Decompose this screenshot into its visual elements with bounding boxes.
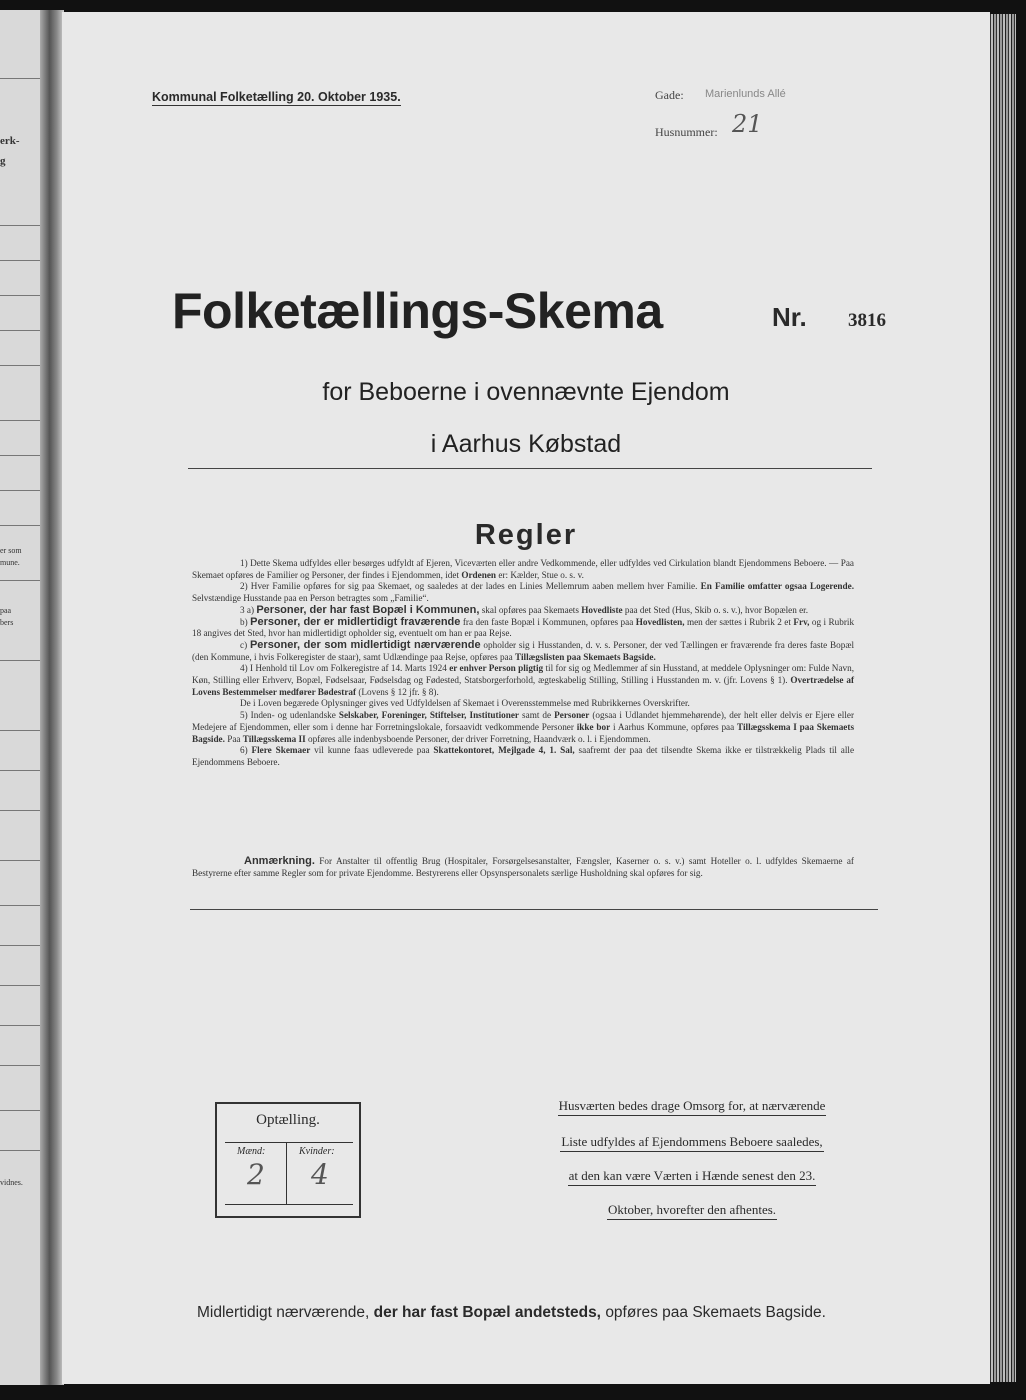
census-header: Kommunal Folketælling 20. Oktober 1935. xyxy=(152,90,401,104)
page-edges xyxy=(988,14,1016,1382)
rules-heading: Regler xyxy=(474,519,578,551)
street-label: Gade: xyxy=(655,88,684,102)
left-fragment: g xyxy=(0,155,6,167)
women-label: Kvinder: xyxy=(299,1146,335,1157)
divider xyxy=(188,468,872,469)
subtitle-line-2: i Aarhus Købstad xyxy=(430,430,622,458)
rules-text xyxy=(192,558,854,769)
house-number-label: Husnummer: xyxy=(655,125,718,139)
men-count: 2 xyxy=(247,1158,265,1191)
notice-line-2: Liste udfyldes af Ejendommens Beboere saaledes, xyxy=(512,1134,872,1150)
left-fragment: erk- xyxy=(0,135,20,147)
notice-line-4: Oktober, hvorefter den afhentes. xyxy=(512,1202,872,1218)
subtitle-line-1: for Beboerne i ovennævnte Ejendom xyxy=(322,378,730,406)
house-number-value: 21 xyxy=(732,110,763,138)
notice-line-1: Husværten bedes drage Omsorg for, at nærværende xyxy=(512,1098,872,1114)
count-box-title: Optælling. xyxy=(256,1112,320,1128)
divider xyxy=(190,909,878,910)
book-gutter xyxy=(40,10,64,1385)
rule-3a: 3 a) Personer, der har fast Bopæl i Kommunen, skal opføres paa Skemaets Hovedliste paa det Sted (Hus, Skib o. s. v.), hvor Bopælen er. xyxy=(240,603,809,616)
form-number: 3816 xyxy=(848,310,886,331)
rule-1: 1) Dette Skema udfyldes eller besørges udfyldt af Ejeren, Viceværten eller andre Vedkommende, eller udfyldes ved Cirkulation blandt Ejendommens Beboere. — Paa Skemaet opføres de Familier og Personer, der findes i Ejendommen, idet Ordenen er: Kælder, Stue o. s. v. xyxy=(192,558,854,580)
rule-4b: De i Loven begærede Oplysninger gives ved Udfyldelsen af Skemaet i Overensstemmelse med Rubrikkernes Overskrifter. xyxy=(240,698,690,709)
number-label: Nr. xyxy=(772,302,807,332)
rule-2: 2) Hver Familie opføres for sig paa Skemaet, og saaledes at der lades en Linies Mellemrum aaben mellem hver Familie. En Familie omfatter ogsaa Logerende. Selvstændige Husstande paa en Person betragtes som „Familie“. xyxy=(192,581,854,604)
form-title: Folketællings-Skema xyxy=(172,283,663,339)
footer-note: Midlertidigt nærværende, der har fast Bopæl andetsteds, opføres paa Skemaets Bagside. xyxy=(197,1304,826,1321)
annotation-note xyxy=(192,855,854,879)
left-fragment: er som xyxy=(0,546,22,555)
notice-line-3: at den kan være Værten i Hænde senest den 23. xyxy=(512,1168,872,1184)
men-label: Mænd: xyxy=(237,1146,266,1157)
women-count: 4 xyxy=(311,1158,329,1191)
rule-3c: c) Personer, der som midlertidigt nærværende opholder sig i Husstanden, d. v. s. Personer, der ved Tællingen er fraværende fra deres faste Bopæl (den Kommune, i hvis Folkeregister de staar), samt Udlændinge paa Rejse, opføres paa Tillægslisten paa Skemaets Bagside. xyxy=(192,638,855,662)
annotation-label: Anmærkning. xyxy=(244,855,315,867)
rule-5: 5) Inden- og udenlandske Selskaber, Foreninger, Stiftelser, Institutioner samt de Personer (ogsaa i Udlandet hjemmehørende), der helt eller delvis er Ejere eller Medejere af Ejendommen, eller som i denne har Forretningslokale, forsaavidt vedkommende Personer ikke bor i Aarhus Kommune, opføres paa Tillægsskema I paa Skemaets Bagside. Paa Tillægsskema II opføres alle indenbysboende Personer, der driver Forretning, Haandværk o. l. i Ejendommen. xyxy=(192,710,855,744)
rule-6: 6) Flere Skemaer vil kunne faas udleverede paa Skattekontoret, Mejlgade 4, 1. Sal, saafremt der paa det tilsendte Skema ikke er tilstrækkelig Plads til alle Ejendommens Beboere. xyxy=(192,745,855,767)
left-fragment: vidnes. xyxy=(0,1178,23,1187)
left-fragment: bers xyxy=(0,618,14,627)
street-value: Marienlunds Allé xyxy=(705,88,786,100)
census-form-page xyxy=(62,12,990,1384)
rule-4: 4) I Henhold til Lov om Folkeregistre af 14. Marts 1924 er enhver Person pligtig til for sig og Medlemmer af sin Husstand, at meddele Oplysninger om: Fulde Navn, Køn, Stilling eller Erhverv, Bopæl, Fødselsaar, Fødselsdag og Fødested, Statsborgerforhold, ægteskabelig Stilling, Stilling i Husstanden m. v. (jfr. Lovens § 1). Overtrædelse af Lovens Bestemmelser medfører Bødestraf (Lovens § 12 jfr. § 8). xyxy=(192,663,855,697)
count-box xyxy=(215,1102,361,1218)
annotation-text: For Anstalter til offentlig Brug (Hospitaler, Forsørgelsesanstalter, Fængsler, Kaserner o. s. v.) samt Hoteller o. l. udfyldes Skemaerne af Bestyrerne efter samme Regler som for private Ejendomme. Bestyrerens eller Opsynspersonalets særlige Husholdning skal opføres for sig. xyxy=(192,856,854,878)
rule-3b: b) Personer, der er midlertidigt fraværende fra den faste Bopæl i Kommunen, opføres paa Hovedlisten, men der sættes i Rubrik 2 et Frv, og i Rubrik 18 angives det Sted, hvor han midlertidigt opholder sig, eventuelt om han er paa Rejse. xyxy=(192,615,855,639)
adjacent-page-edge xyxy=(0,10,42,1385)
left-fragment: paa xyxy=(0,606,12,615)
left-fragment: mune. xyxy=(0,558,20,567)
